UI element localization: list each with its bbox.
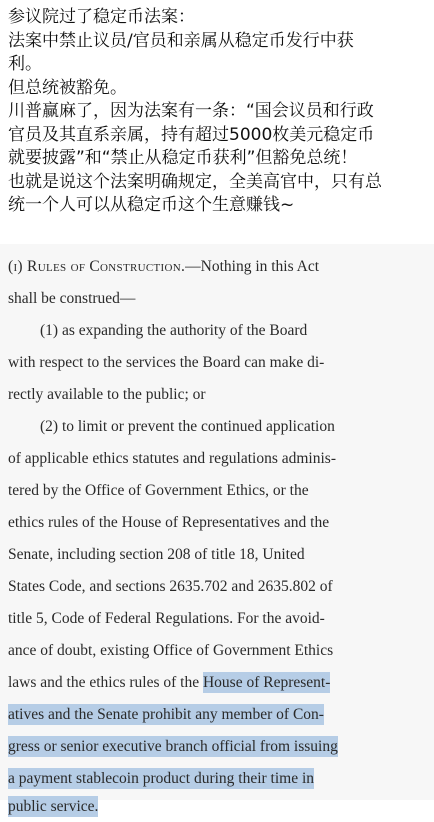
post-line: 统一个人可以从稳定币这个生意赚钱~ (8, 195, 295, 215)
heading-rest: —Nothing in this Act (185, 258, 320, 275)
post-line: 川普赢麻了，因为法案有一条：“国会议员和行政 (8, 101, 374, 121)
legal-line (8, 792, 426, 822)
legal-line: (1) as expanding the authority of the Board (40, 322, 308, 339)
legal-line: of applicable ethics statutes and regulations adminis- (8, 450, 336, 467)
legal-line: Senate, including section 208 of title 18, United (8, 546, 305, 563)
highlighted-text: public service. (8, 798, 99, 815)
post-line: 就要披露”和“禁止从稳定币获利”但豁免总统！ (8, 148, 358, 168)
highlighted-text: a payment stablecoin product during their time in (8, 770, 315, 787)
post-line: 参议院过了稳定币法案： (8, 7, 195, 27)
post-text (8, 6, 428, 218)
post-line: 官员及其直系亲属，持有超过5000枚美元稳定币 (8, 124, 375, 145)
post-line: 也就是说这个法案明确规定，全美高官中，只有总 (8, 171, 382, 192)
legal-line (8, 700, 426, 730)
legal-line: ethics rules of the House of Representatives and the (8, 514, 330, 531)
legal-line: shall be construed— (8, 290, 136, 307)
heading-label: (i) Rules of Construction. (8, 258, 186, 275)
legal-excerpt-image (0, 244, 434, 815)
legal-line: States Code, and sections 2635.702 and 2635.802 of (8, 578, 333, 595)
legal-line: ance of doubt, existing Office of Government Ethics (8, 642, 334, 659)
legal-line (8, 732, 426, 762)
legal-line: tered by the Office of Government Ethics, or the (8, 482, 309, 499)
post-line: 利。 (8, 54, 42, 74)
legal-heading (8, 252, 426, 282)
post-line: 但总统被豁免。 (8, 77, 127, 98)
legal-line: title 5, Code of Federal Regulations. For the avoid- (8, 610, 325, 627)
legal-line: with respect to the services the Board can make di- (8, 354, 325, 371)
legal-line (8, 764, 426, 794)
legal-text: laws and the ethics rules of the (8, 674, 203, 691)
legal-line (8, 668, 426, 698)
highlighted-text: House of Represent- (202, 674, 331, 691)
highlighted-text: atives and the Senate prohibit any member of Con- (8, 706, 324, 723)
legal-line: rectly available to the public; or (8, 386, 206, 403)
legal-line: (2) to limit or prevent the continued application (40, 418, 335, 435)
highlighted-text: gress or senior executive branch official from issuing (8, 738, 338, 755)
post-line: 法案中禁止议员/官员和亲属从稳定币发行中获 (8, 30, 354, 51)
